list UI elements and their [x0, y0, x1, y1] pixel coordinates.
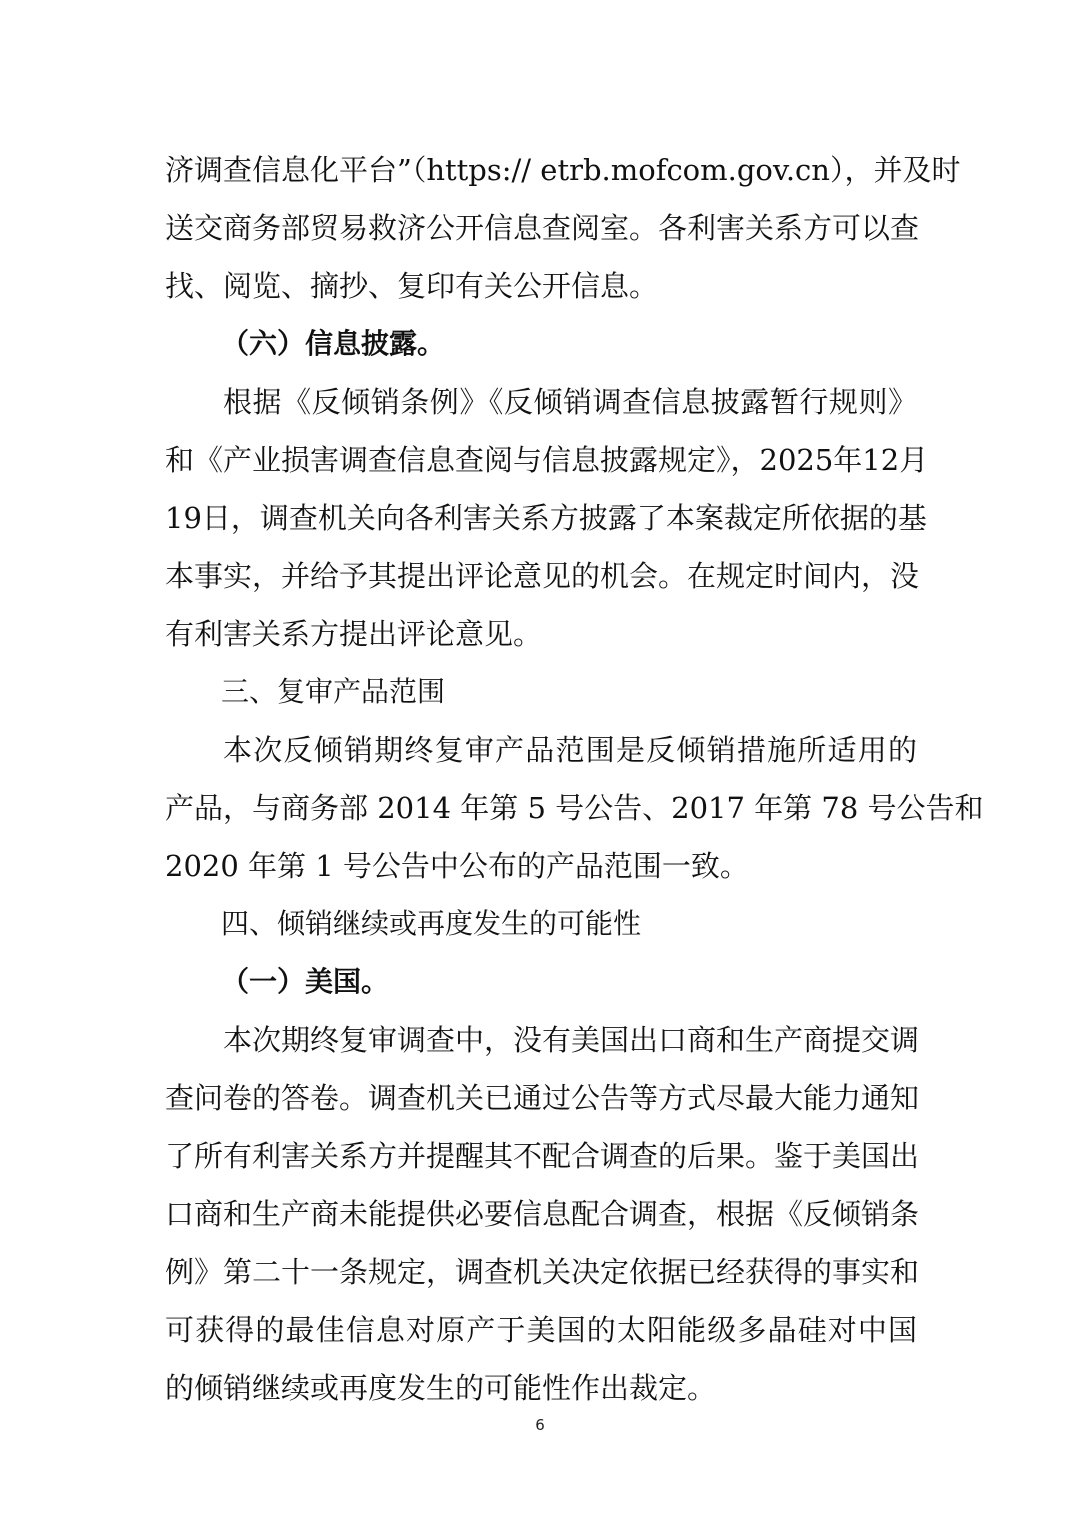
heading-product-scope: 三、复审产品范围	[221, 675, 446, 708]
text-line: 送交商务部贸易救济公开信息查阅室。各利害关系方可以查	[165, 211, 920, 245]
text-line: 2020 年第 1 号公告中公布的产品范围一致。	[165, 849, 749, 883]
page-number: 6	[535, 1416, 545, 1434]
heading-dumping-likelihood: 四、倾销继续或再度发生的可能性	[221, 907, 642, 940]
text-line: 和《产业损害调查信息查阅与信息披露规定》，2025年12月	[165, 443, 929, 477]
document-body	[165, 141, 984, 1417]
text-line: 根据《反倾销条例》《反倾销调查信息披露暂行规则》	[223, 385, 917, 419]
text-line: 本次期终复审调查中，没有美国出口商和生产商提交调	[223, 1023, 920, 1057]
text-line: 可获得的最佳信息对原产于美国的太阳能级多晶硅对中国	[165, 1313, 917, 1347]
paragraph-disclosure-platform	[165, 141, 961, 315]
subheading-information-disclosure: （六）信息披露。	[221, 327, 446, 360]
text-line: 济调查信息化平台”（https:// etrb.mofcom.gov.cn），并及时	[165, 153, 961, 187]
text-line: 本事实，并给予其提出评论意见的机会。在规定时间内，没	[165, 559, 920, 593]
paragraph-usa	[165, 1011, 920, 1417]
text-line: 产品，与商务部 2014 年第 5 号公告、2017 年第 78 号公告和	[165, 791, 984, 825]
text-line: 有利害关系方提出评论意见。	[165, 617, 543, 651]
paragraph-disclosure	[165, 373, 929, 663]
text-line: 例》第二十一条规定，调查机关决定依据已经获得的事实和	[165, 1255, 920, 1289]
text-line: 19日，调查机关向各利害关系方披露了本案裁定所依据的基	[165, 501, 927, 535]
text-line: 了所有利害关系方并提醒其不配合调查的后果。鉴于美国出	[165, 1139, 920, 1173]
text-line: 查问卷的答卷。调查机关已通过公告等方式尽最大能力通知	[165, 1081, 920, 1115]
paragraph-product-scope	[165, 721, 984, 895]
text-line: 本次反倾销期终复审产品范围是反倾销措施所适用的	[223, 733, 917, 767]
text-line: 的倾销继续或再度发生的可能性作出裁定。	[165, 1371, 717, 1405]
subheading-usa: （一）美国。	[221, 965, 390, 998]
text-line: 口商和生产商未能提供必要信息配合调查，根据《反倾销条	[165, 1197, 920, 1231]
text-line: 找、阅览、摘抄、复印有关公开信息。	[165, 269, 659, 303]
